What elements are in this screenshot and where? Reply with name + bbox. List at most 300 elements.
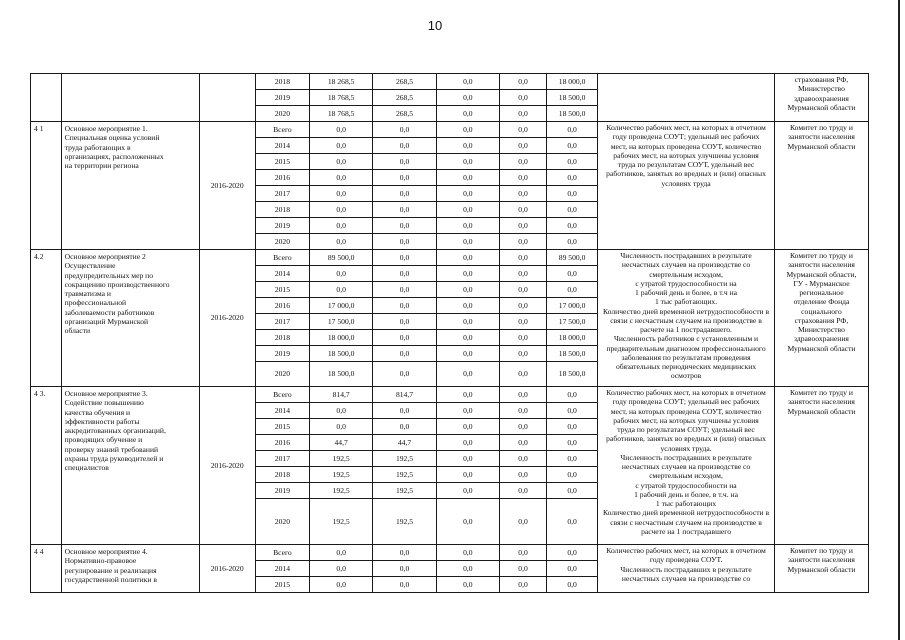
- value-cell: 0,0: [436, 403, 499, 419]
- indicator-line: смертельным исходом,: [649, 471, 723, 481]
- indicator-line: Количество рабочих мест, на которых в отчетном: [606, 123, 766, 132]
- value-cell: 0,0: [547, 467, 598, 483]
- value-cell: 0,0: [500, 266, 547, 282]
- value-cell: 0,0: [373, 314, 436, 330]
- activity-period: 2016-2020: [199, 545, 255, 593]
- executor-line: занятости населения: [788, 260, 855, 270]
- value-cell: 0,0: [500, 154, 547, 170]
- value-cell: 18 000,0: [547, 74, 598, 90]
- year-cell: 2015: [255, 154, 309, 170]
- activity-number: 4.2: [31, 250, 62, 387]
- value-cell: 0,0: [436, 467, 499, 483]
- value-cell: 0,0: [436, 435, 499, 451]
- indicator-line: работников, занятых во вредных и (или) опасных: [606, 434, 766, 444]
- value-cell: 0,0: [500, 435, 547, 451]
- activity-name-line: Содействие повышению: [64, 398, 144, 408]
- year-cell: 2020: [255, 234, 309, 250]
- activity-period: [199, 74, 255, 122]
- indicator-line: Численность пострадавших в результате: [620, 564, 752, 574]
- value-cell: 0,0: [500, 499, 547, 545]
- value-cell: 0,0: [500, 122, 547, 138]
- year-cell: 2017: [255, 451, 309, 467]
- activity-name-line: заболеваемости работников: [64, 307, 155, 317]
- value-cell: 18 500,0: [547, 106, 598, 122]
- value-cell: 0,0: [547, 387, 598, 403]
- indicator-line: условиях труда: [661, 178, 711, 188]
- value-cell: 0,0: [309, 234, 372, 250]
- value-cell: 0,0: [436, 218, 499, 234]
- table-row: [31, 74, 869, 90]
- value-cell: 0,0: [500, 419, 547, 435]
- executor-cell: [774, 250, 868, 387]
- indicator-line: труда по результатам СОУТ, удельный вес: [617, 160, 755, 169]
- value-cell: 0,0: [436, 298, 499, 314]
- scan-edge-line: [898, 0, 900, 640]
- value-cell: 0,0: [373, 561, 436, 577]
- activity-name-line: организациях, расположенных: [64, 151, 164, 161]
- value-cell: 0,0: [309, 577, 372, 593]
- value-cell: 0,0: [547, 154, 598, 170]
- activity-name-line: Основное мероприятие 1.: [64, 124, 148, 133]
- year-cell: 2017: [255, 186, 309, 202]
- executor-line: здравоохранения: [794, 93, 849, 103]
- executor-line: занятости населения: [788, 397, 855, 407]
- value-cell: 0,0: [373, 362, 436, 387]
- year-cell: 2017: [255, 314, 309, 330]
- value-cell: 17 000,0: [309, 298, 372, 314]
- year-cell: Всего: [255, 387, 309, 403]
- activity-name-line: профессиональной: [64, 298, 127, 308]
- executor-line: Мурманской области: [787, 343, 856, 353]
- indicator-line: 1 рабочий день и более, в т.ч. на: [634, 489, 738, 499]
- value-cell: 0,0: [547, 282, 598, 298]
- year-cell: Всего: [255, 122, 309, 138]
- executor-line: Министерство: [798, 84, 845, 94]
- value-cell: 0,0: [547, 545, 598, 561]
- executor-cell: [774, 545, 868, 593]
- value-cell: 18 000,0: [309, 330, 372, 346]
- value-cell: 0,0: [436, 250, 499, 266]
- value-cell: 0,0: [547, 419, 598, 435]
- value-cell: 0,0: [373, 346, 436, 362]
- indicator-line: связи с несчастным случаем на производстве в: [610, 315, 762, 325]
- activity-name-line: проводящих обучение и: [64, 435, 143, 445]
- value-cell: 0,0: [500, 74, 547, 90]
- year-cell: 2018: [255, 74, 309, 90]
- indicator-line: рабочих мест, на которых улучшены условия: [613, 415, 759, 425]
- indicator-line: рабочих мест, на которых улучшены условия: [613, 150, 759, 160]
- activity-name-line: государственной политики в: [64, 574, 157, 584]
- value-cell: 192,5: [373, 499, 436, 545]
- value-cell: 0,0: [500, 138, 547, 154]
- value-cell: 0,0: [373, 250, 436, 266]
- page-number: 10: [427, 18, 443, 33]
- executor-line: Комитет по труду и: [790, 251, 853, 260]
- executor-line: страхования РФ,: [794, 75, 849, 84]
- value-cell: 192,5: [309, 499, 372, 545]
- indicator-line: 1 тыс работающих: [655, 499, 717, 508]
- value-cell: 0,0: [373, 138, 436, 154]
- indicator-line: несчастных случаев на производстве со: [621, 462, 751, 471]
- value-cell: 0,0: [309, 186, 372, 202]
- value-cell: 0,0: [547, 499, 598, 545]
- value-cell: 192,5: [309, 451, 372, 467]
- value-cell: 0,0: [436, 154, 499, 170]
- year-cell: 2018: [255, 467, 309, 483]
- activity-name-line: Основное мероприятие 2: [64, 252, 146, 261]
- executor-line: Комитет по труду и: [790, 546, 853, 555]
- value-cell: 0,0: [436, 362, 499, 387]
- indicator-line: 1 рабочий день и более, в т.ч на: [635, 288, 738, 297]
- executor-line: региональное: [799, 288, 844, 297]
- value-cell: 814,7: [373, 387, 436, 403]
- indicator-line: году проведена СОУТ.: [649, 555, 723, 565]
- activity-name-line: Основное мероприятие 4.: [64, 547, 148, 556]
- year-cell: 2020: [255, 362, 309, 387]
- activity-name-line: организаций Мурманской: [64, 316, 149, 326]
- value-cell: 0,0: [436, 314, 499, 330]
- value-cell: 0,0: [436, 122, 499, 138]
- year-cell: 2018: [255, 330, 309, 346]
- value-cell: 0,0: [547, 122, 598, 138]
- activity-number: 4 4: [31, 545, 62, 593]
- value-cell: 0,0: [500, 186, 547, 202]
- value-cell: 0,0: [373, 186, 436, 202]
- value-cell: 0,0: [547, 170, 598, 186]
- value-cell: 0,0: [436, 483, 499, 499]
- executor-line: Министерство: [798, 325, 845, 334]
- value-cell: 0,0: [373, 266, 436, 282]
- value-cell: 0,0: [436, 234, 499, 250]
- activity-name-line: травматизма и: [64, 289, 111, 298]
- value-cell: 0,0: [436, 106, 499, 122]
- indicator-line: предварительным диагнозом профессионального: [606, 343, 766, 353]
- activity-period: 2016-2020: [199, 122, 255, 250]
- value-cell: 268,5: [373, 74, 436, 90]
- executor-line: занятости населения: [788, 132, 855, 142]
- indicator-line: с утратой трудоспособности на: [635, 480, 737, 490]
- indicators-cell: [598, 74, 775, 122]
- value-cell: 0,0: [500, 451, 547, 467]
- value-cell: 0,0: [500, 218, 547, 234]
- value-cell: 0,0: [436, 577, 499, 593]
- indicator-line: заболевания по результатам проведения: [621, 352, 751, 362]
- year-cell: 2016: [255, 298, 309, 314]
- value-cell: 0,0: [500, 298, 547, 314]
- executor-line: Мурманской области: [787, 102, 856, 112]
- value-cell: 0,0: [436, 74, 499, 90]
- indicator-line: смертельным исходом,: [649, 269, 723, 279]
- activity-number: 4 3.: [31, 387, 62, 545]
- indicator-line: Количество дней временной нетрудоспособности в: [603, 306, 770, 316]
- table-row: [31, 250, 869, 266]
- year-cell: 2016: [255, 170, 309, 186]
- value-cell: 0,0: [500, 577, 547, 593]
- indicator-line: Численность пострадавших в результате: [620, 452, 752, 462]
- activity-name-line: Осуществление: [64, 261, 116, 271]
- value-cell: 0,0: [500, 545, 547, 561]
- value-cell: 0,0: [500, 106, 547, 122]
- value-cell: 18 768,5: [309, 90, 372, 106]
- value-cell: 18 000,0: [547, 330, 598, 346]
- value-cell: 0,0: [436, 170, 499, 186]
- indicator-line: несчастных случаев на производстве со: [621, 573, 751, 583]
- value-cell: 0,0: [309, 122, 372, 138]
- value-cell: 0,0: [309, 218, 372, 234]
- value-cell: 0,0: [547, 403, 598, 419]
- value-cell: 0,0: [373, 330, 436, 346]
- value-cell: 0,0: [547, 138, 598, 154]
- year-cell: 2019: [255, 483, 309, 499]
- value-cell: 0,0: [436, 186, 499, 202]
- indicator-line: труда по результатам СОУТ; удельный вес: [617, 425, 755, 434]
- executor-line: Мурманской области,: [786, 269, 857, 279]
- value-cell: 0,0: [500, 234, 547, 250]
- value-cell: 0,0: [436, 499, 499, 545]
- indicator-line: 1 тыс работающих.: [654, 297, 718, 307]
- value-cell: 18 268,5: [309, 74, 372, 90]
- year-cell: Всего: [255, 250, 309, 266]
- activity-name-line: регулирование и реализация: [64, 565, 157, 575]
- value-cell: 0,0: [309, 154, 372, 170]
- activity-name: [61, 250, 199, 387]
- value-cell: 0,0: [309, 266, 372, 282]
- table-row: [31, 387, 869, 403]
- year-cell: 2020: [255, 499, 309, 545]
- value-cell: 0,0: [547, 186, 598, 202]
- value-cell: 192,5: [373, 467, 436, 483]
- value-cell: 18 500,0: [547, 362, 598, 387]
- value-cell: 0,0: [436, 451, 499, 467]
- indicator-line: работников, занятых во вредных и (или) опасных: [606, 169, 766, 179]
- year-cell: 2018: [255, 202, 309, 218]
- executor-cell: [774, 387, 868, 545]
- year-cell: Всего: [255, 545, 309, 561]
- year-cell: 2015: [255, 282, 309, 298]
- year-cell: 2020: [255, 106, 309, 122]
- year-cell: 2015: [255, 419, 309, 435]
- indicator-line: Численность работников с установленным и: [613, 334, 759, 344]
- activity-name-line: Нормативно-правовое: [64, 556, 137, 566]
- indicator-line: году проведена СОУТ; удельный вес рабочих: [612, 397, 760, 407]
- activity-name-line: эффективности работы: [64, 416, 140, 426]
- table-row: [31, 545, 869, 561]
- value-cell: 192,5: [309, 467, 372, 483]
- value-cell: 18 500,0: [309, 346, 372, 362]
- indicator-line: мест, на которых проведена СОУТ, количество: [610, 141, 762, 151]
- value-cell: 18 500,0: [309, 362, 372, 387]
- value-cell: 0,0: [547, 451, 598, 467]
- indicator-line: Количество рабочих мест, на которых в отчетном: [606, 546, 766, 555]
- activity-name: [61, 545, 199, 593]
- value-cell: 814,7: [309, 387, 372, 403]
- year-cell: 2019: [255, 346, 309, 362]
- value-cell: 0,0: [436, 387, 499, 403]
- indicator-line: Количество дней временной нетрудоспособности в: [603, 508, 770, 518]
- value-cell: 0,0: [500, 330, 547, 346]
- indicators-cell: [598, 122, 775, 250]
- value-cell: 0,0: [309, 202, 372, 218]
- value-cell: 0,0: [500, 90, 547, 106]
- executor-line: отделение Фонда: [793, 297, 850, 307]
- value-cell: 0,0: [500, 346, 547, 362]
- value-cell: 0,0: [436, 282, 499, 298]
- year-cell: 2014: [255, 138, 309, 154]
- value-cell: 0,0: [436, 202, 499, 218]
- executor-line: Мурманской области: [787, 406, 856, 416]
- activity-name-line: качества обучения и: [64, 407, 131, 417]
- value-cell: 0,0: [500, 467, 547, 483]
- value-cell: 17 500,0: [547, 314, 598, 330]
- value-cell: 0,0: [309, 170, 372, 186]
- indicator-line: с утратой трудоспособности на: [635, 278, 737, 288]
- indicator-line: условиях труда.: [660, 443, 712, 453]
- executor-cell: [774, 122, 868, 250]
- value-cell: 0,0: [309, 561, 372, 577]
- value-cell: 0,0: [436, 138, 499, 154]
- value-cell: 0,0: [436, 90, 499, 106]
- value-cell: 0,0: [547, 483, 598, 499]
- activity-name-line: на территории региона: [64, 161, 139, 170]
- value-cell: 0,0: [500, 282, 547, 298]
- activity-name-line: аккредитованных организаций,: [64, 426, 166, 435]
- value-cell: 0,0: [373, 218, 436, 234]
- table-row: [31, 122, 869, 138]
- value-cell: 0,0: [547, 561, 598, 577]
- value-cell: 89 500,0: [547, 250, 598, 266]
- executor-line: Комитет по труду и: [790, 123, 853, 132]
- year-cell: 2019: [255, 218, 309, 234]
- executor-line: Комитет по труду и: [790, 388, 853, 397]
- value-cell: 0,0: [547, 577, 598, 593]
- value-cell: 192,5: [373, 451, 436, 467]
- activity-name-line: охраны труда руководителей и: [64, 453, 164, 463]
- value-cell: 0,0: [373, 403, 436, 419]
- value-cell: 0,0: [500, 387, 547, 403]
- year-cell: 2014: [255, 403, 309, 419]
- value-cell: 18 768,5: [309, 106, 372, 122]
- executor-line: страхования РФ,: [794, 315, 849, 325]
- value-cell: 18 500,0: [547, 90, 598, 106]
- indicators-cell: [598, 387, 775, 545]
- value-cell: 0,0: [309, 545, 372, 561]
- value-cell: 0,0: [436, 419, 499, 435]
- indicator-line: осмотров: [670, 371, 702, 381]
- value-cell: 0,0: [500, 561, 547, 577]
- value-cell: 192,5: [309, 483, 372, 499]
- value-cell: 0,0: [373, 419, 436, 435]
- activity-name-line: специалистов: [64, 463, 109, 472]
- value-cell: 0,0: [373, 298, 436, 314]
- activity-name-line: Специальная оценка условий: [64, 133, 160, 143]
- indicator-line: мест, на которых проведена СОУТ, количество: [610, 406, 762, 416]
- indicator-line: Численность пострадавших в результате: [620, 251, 752, 260]
- value-cell: 0,0: [373, 282, 436, 298]
- activity-number: 4 1: [31, 122, 62, 250]
- indicator-line: расчете на 1 пострадавшего: [641, 526, 732, 536]
- activity-name-line: проверку знаний требований: [64, 444, 159, 454]
- activity-name: [61, 74, 199, 122]
- program-table: [30, 73, 869, 593]
- value-cell: 0,0: [309, 138, 372, 154]
- value-cell: 0,0: [436, 330, 499, 346]
- value-cell: 0,0: [547, 202, 598, 218]
- value-cell: 44,7: [309, 435, 372, 451]
- executor-line: Мурманской области: [787, 141, 856, 151]
- activity-period: 2016-2020: [199, 250, 255, 387]
- value-cell: 0,0: [500, 483, 547, 499]
- activity-name-line: труда работающих в: [64, 142, 131, 152]
- value-cell: 0,0: [436, 561, 499, 577]
- executor-line: Мурманской области: [787, 564, 856, 574]
- executor-line: социального: [801, 306, 842, 316]
- indicator-line: несчастных случаев на производстве со: [621, 260, 751, 270]
- value-cell: 0,0: [436, 266, 499, 282]
- value-cell: 0,0: [373, 545, 436, 561]
- value-cell: 268,5: [373, 106, 436, 122]
- year-cell: 2014: [255, 266, 309, 282]
- value-cell: 0,0: [500, 362, 547, 387]
- indicator-line: Количество рабочих мест, на которых в отчетном: [606, 388, 766, 397]
- value-cell: 0,0: [500, 314, 547, 330]
- value-cell: 0,0: [547, 218, 598, 234]
- activity-period: 2016-2020: [199, 387, 255, 545]
- value-cell: 44,7: [373, 435, 436, 451]
- activity-name-line: предупредительных мер по: [64, 270, 154, 280]
- executor-cell: [774, 74, 868, 122]
- year-cell: 2019: [255, 90, 309, 106]
- value-cell: 0,0: [547, 435, 598, 451]
- value-cell: 0,0: [309, 419, 372, 435]
- value-cell: 0,0: [547, 234, 598, 250]
- activity-number: [31, 74, 62, 122]
- year-cell: 2016: [255, 435, 309, 451]
- indicator-line: расчете на 1 пострадавшего.: [640, 325, 732, 334]
- indicators-cell: [598, 250, 775, 387]
- year-cell: 2015: [255, 577, 309, 593]
- indicator-line: связи с несчастным случаем на производстве в: [610, 517, 762, 527]
- executor-line: занятости населения: [788, 555, 855, 565]
- activity-name-line: области: [64, 326, 91, 335]
- value-cell: 0,0: [500, 202, 547, 218]
- value-cell: 0,0: [309, 282, 372, 298]
- year-cell: 2014: [255, 561, 309, 577]
- value-cell: 0,0: [373, 122, 436, 138]
- activity-name-line: Основное мероприятие 3.: [64, 389, 148, 398]
- value-cell: 0,0: [373, 234, 436, 250]
- value-cell: 89 500,0: [309, 250, 372, 266]
- value-cell: 18 500,0: [547, 346, 598, 362]
- value-cell: 0,0: [500, 250, 547, 266]
- indicator-line: обязательных периодических медицинских: [616, 362, 757, 371]
- value-cell: 0,0: [373, 154, 436, 170]
- value-cell: 0,0: [436, 346, 499, 362]
- value-cell: 0,0: [373, 170, 436, 186]
- value-cell: 0,0: [373, 577, 436, 593]
- executor-line: здравоохранения: [794, 334, 849, 344]
- value-cell: 0,0: [500, 403, 547, 419]
- activity-name-line: сокращению производственного: [64, 279, 170, 289]
- indicator-line: году проведена СОУТ; удельный вес рабочих: [612, 132, 760, 142]
- value-cell: 17 500,0: [309, 314, 372, 330]
- value-cell: 0,0: [373, 202, 436, 218]
- activity-name: [61, 122, 199, 250]
- activity-name: [61, 387, 199, 545]
- value-cell: 0,0: [436, 545, 499, 561]
- value-cell: 17 000,0: [547, 298, 598, 314]
- value-cell: 0,0: [309, 403, 372, 419]
- executor-line: ГУ - Мурманское: [793, 278, 850, 288]
